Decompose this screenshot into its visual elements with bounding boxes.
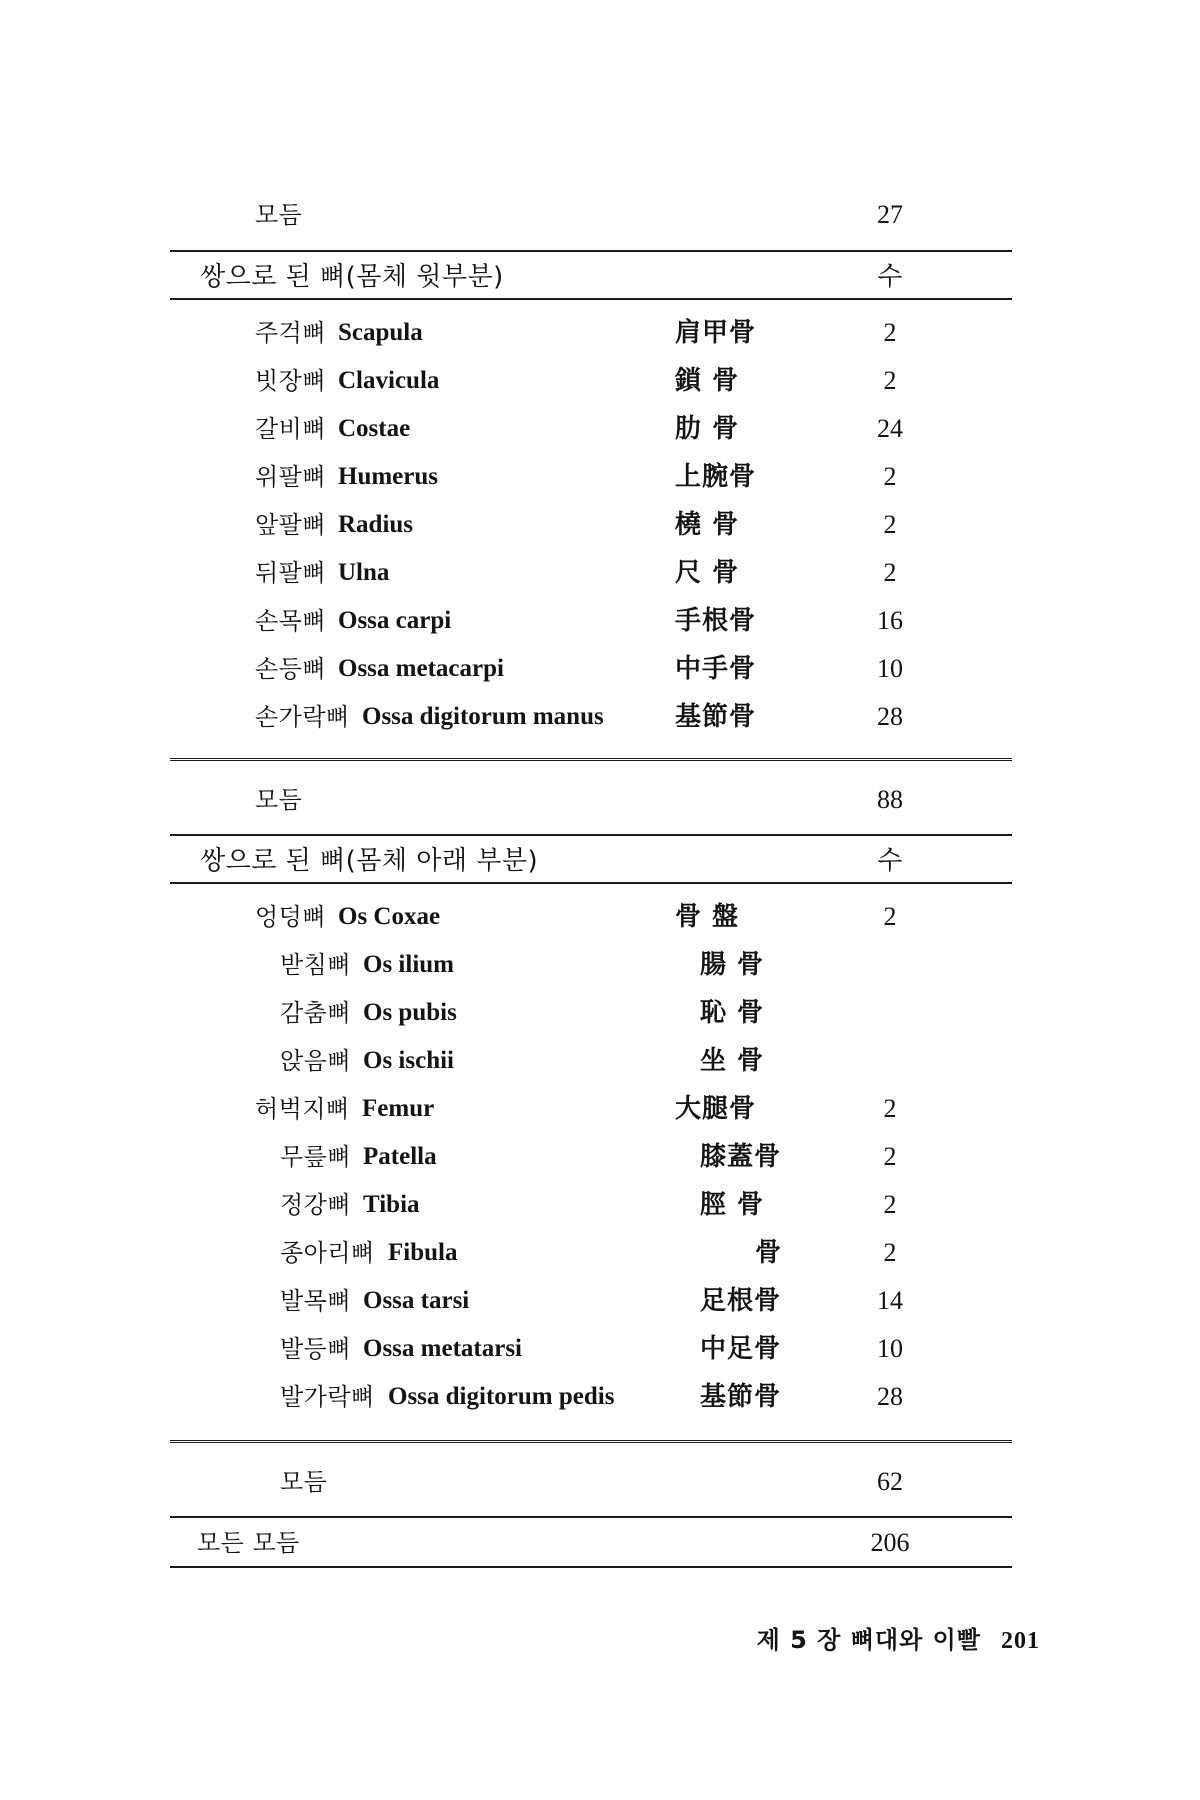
hanja-name: 恥 骨 — [700, 998, 765, 1028]
table-rule — [170, 882, 1012, 884]
bone-count: 24 — [877, 414, 903, 443]
korean-name: 정강뼈 — [280, 1191, 352, 1219]
hanja-name: 腸 骨 — [700, 950, 765, 980]
bone-count: 10 — [877, 1334, 903, 1363]
korean-name: 발등뼈 — [280, 1335, 352, 1363]
latin-name: Ossa digitorum pedis — [388, 1383, 615, 1410]
latin-name: Ossa metatarsi — [363, 1335, 522, 1362]
hanja-name: 肋 骨 — [675, 414, 740, 444]
korean-name: 위팔뼈 — [255, 463, 327, 491]
latin-name: Tibia — [363, 1191, 420, 1218]
latin-name: Os pubis — [363, 999, 457, 1026]
bone-count: 2 — [883, 462, 897, 491]
hanja-name: 肩甲骨 — [675, 318, 757, 348]
korean-name: 허벅지뼈 — [255, 1095, 350, 1123]
bone-count: 2 — [883, 1094, 897, 1123]
table-rule — [170, 1516, 1012, 1518]
bone-count: 2 — [883, 510, 897, 539]
page-number: 201 — [1001, 1628, 1040, 1654]
page-footer — [757, 1620, 1040, 1655]
korean-name: 손목뼈 — [255, 607, 327, 635]
hanja-name: 脛 骨 — [700, 1190, 765, 1220]
hanja-name: 上腕骨 — [675, 462, 757, 492]
korean-name: 받침뼈 — [280, 951, 352, 979]
bone-count: 2 — [883, 902, 897, 931]
hanja-name: 膝蓋骨 — [700, 1142, 782, 1172]
korean-name: 앉음뼈 — [280, 1047, 352, 1075]
korean-name: 뒤팔뼈 — [255, 559, 327, 587]
korean-name: 감춤뼈 — [280, 999, 352, 1027]
hanja-name: 足根骨 — [700, 1286, 782, 1316]
latin-name: Ossa carpi — [338, 607, 452, 634]
bone-count: 16 — [877, 606, 903, 635]
bone-count: 28 — [877, 1382, 903, 1411]
subtotal-label: 모듬 — [255, 201, 303, 229]
hanja-name: 骨 盤 — [675, 902, 740, 932]
grand-total-value: 206 — [870, 1528, 910, 1557]
latin-name: Clavicula — [338, 367, 440, 394]
table-rule — [170, 834, 1012, 836]
latin-name: Costae — [338, 415, 411, 442]
bone-count: 10 — [877, 654, 903, 683]
bone-count: 2 — [883, 1190, 897, 1219]
latin-name: Femur — [362, 1095, 435, 1122]
latin-name: Scapula — [338, 319, 423, 346]
korean-name: 무릎뼈 — [280, 1143, 352, 1171]
subtotal-value: 27 — [877, 200, 903, 229]
count-column-header: 수 — [877, 262, 903, 292]
hanja-name: 基節骨 — [675, 702, 757, 732]
table-rule — [170, 1566, 1012, 1568]
bone-count: 2 — [883, 366, 897, 395]
bone-count: 28 — [877, 702, 903, 731]
latin-name: Fibula — [388, 1239, 458, 1266]
bone-count: 2 — [883, 1238, 897, 1267]
hanja-name: 基節骨 — [700, 1382, 782, 1412]
korean-name: 발목뼈 — [280, 1287, 352, 1315]
hanja-name: 中手骨 — [675, 654, 757, 684]
latin-name: Ulna — [338, 559, 390, 586]
korean-name: 종아리뼈 — [280, 1239, 375, 1267]
subtotal-label: 모듬 — [280, 1468, 328, 1496]
section-header-label: 쌍으로 된 뼈(몸체 아래 부분) — [200, 846, 539, 876]
korean-name: 발가락뼈 — [280, 1383, 375, 1411]
bone-count: 2 — [883, 558, 897, 587]
latin-name: Patella — [363, 1143, 437, 1170]
latin-name: Os ilium — [363, 951, 454, 978]
korean-name: 손가락뼈 — [255, 703, 350, 731]
grand-total-label: 모든 모듬 — [197, 1529, 300, 1557]
latin-name: Ossa tarsi — [363, 1287, 470, 1314]
hanja-name: 鎖 骨 — [675, 366, 740, 396]
hanja-name: 手根骨 — [675, 606, 757, 636]
bone-count: 2 — [883, 1142, 897, 1171]
hanja-name: 橈 骨 — [675, 510, 740, 540]
korean-name: 앞팔뼈 — [255, 511, 327, 539]
hanja-name: 坐 骨 — [700, 1046, 765, 1076]
bone-count: 14 — [877, 1286, 903, 1315]
subtotal-value: 88 — [877, 785, 903, 814]
bone-count: 2 — [883, 318, 897, 347]
korean-name: 빗장뼈 — [255, 367, 327, 395]
table-rule — [170, 250, 1012, 252]
table-rule — [170, 758, 1012, 761]
table-rule — [170, 298, 1012, 300]
count-column-header: 수 — [877, 846, 903, 876]
korean-name: 손등뼈 — [255, 655, 327, 683]
latin-name: Os Coxae — [338, 903, 441, 930]
hanja-name: 中足骨 — [700, 1334, 782, 1364]
subtotal-value: 62 — [877, 1467, 903, 1496]
hanja-name: 大腿骨 — [675, 1094, 757, 1124]
korean-name: 엉덩뼈 — [255, 903, 327, 931]
latin-name: Ossa metacarpi — [338, 655, 504, 682]
latin-name: Os ischii — [363, 1047, 454, 1074]
subtotal-label: 모듬 — [255, 786, 303, 814]
korean-name: 주걱뼈 — [255, 319, 327, 347]
table-rule — [170, 1440, 1012, 1443]
latin-name: Ossa digitorum manus — [362, 703, 604, 730]
chapter-title: 제 5 장 뼈대와 이빨 — [756, 1626, 981, 1654]
latin-name: Humerus — [338, 463, 438, 490]
korean-name: 갈비뼈 — [255, 415, 327, 443]
latin-name: Radius — [338, 511, 414, 538]
section-header-label: 쌍으로 된 뼈(몸체 윗부분) — [200, 262, 504, 292]
hanja-name: 尺 骨 — [675, 558, 740, 588]
hanja-name: 骨 — [755, 1238, 783, 1268]
